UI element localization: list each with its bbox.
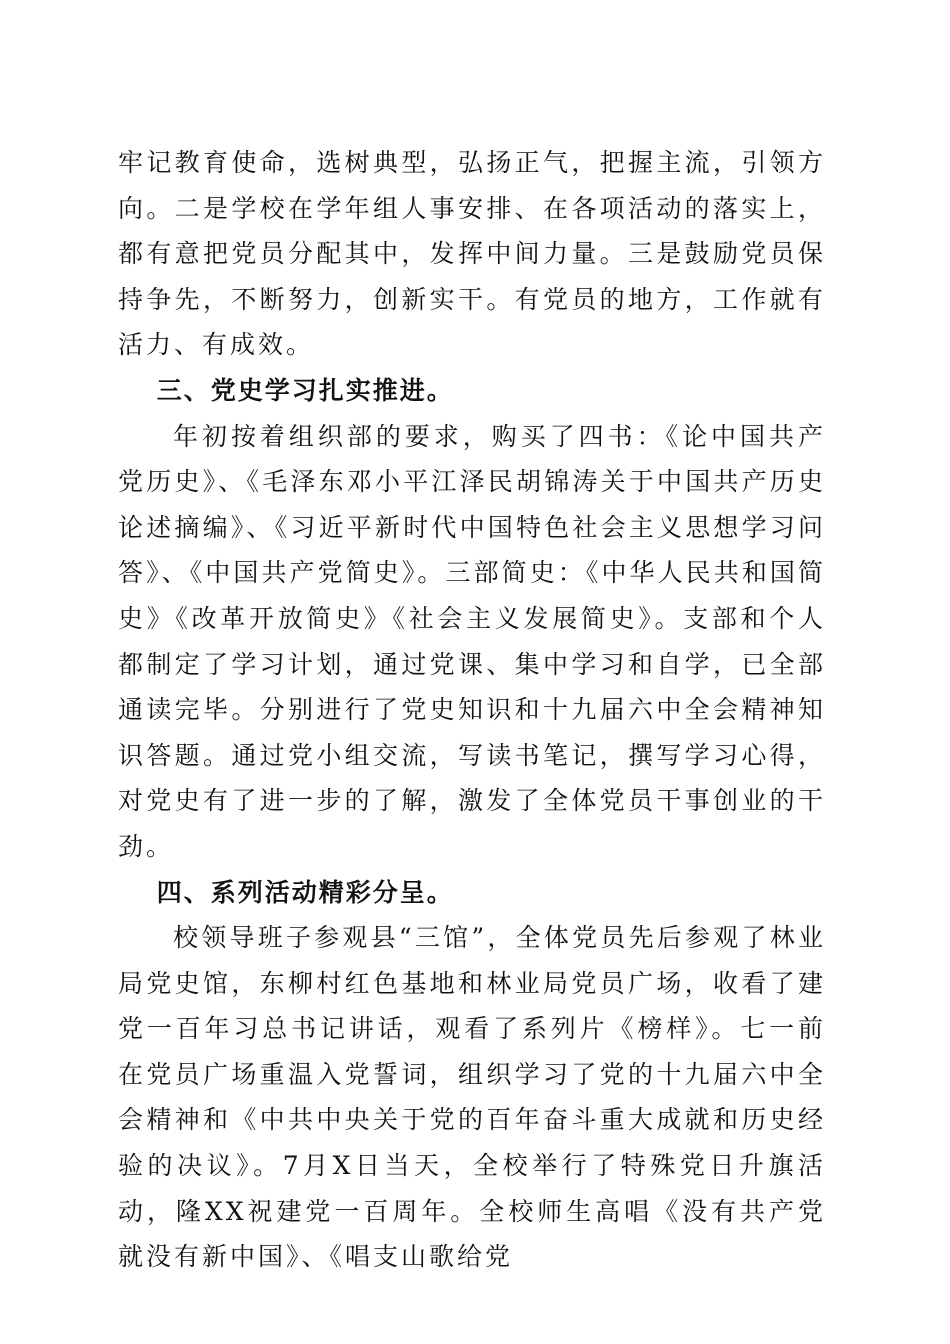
paragraph-activities: 校领导班子参观县“三馆”，全体党员先后参观了林业局党史馆，东柳村红色基地和林业局党员广场，收看了建党一百年习总书记讲话，观看了系列片《榜样》。七一前在党员广场重温入党誓词，组织学习了党的十九届六中全会精神和《中共中央关于党的百年奋斗重大成就和历史经验的决议》。7月X日当天，全校举行了特殊党日升旗活动，隆XX祝建党一百周年。全校师生高唱《没有共产党就没有新中国》、《唱支山歌给党 (118, 923, 826, 1272)
section-heading-four: 四、系列活动精彩分呈。 (156, 877, 454, 907)
paragraph-party-history-study: 年初按着组织部的要求，购买了四书：《论中国共产党历史》、《毛泽东邓小平江泽民胡锦涛关于中国共产历史论述摘编》、《习近平新时代中国特色社会主义思想学习问答》、《中国共产党简史》。三部简史：《中华人民共和国简史》《改革开放简史》《社会主义发展简史》。支部和个人都制定了学习计划，通过党课、集中学习和自学，已全部通读完毕。分别进行了党史知识和十九届六中全会精神知识答题。通过党小组交流，写读书笔记，撰写学习心得，对党史有了进一步的了解，激发了全体党员干事创业的干劲。 (118, 421, 826, 861)
document-body (118, 140, 826, 1280)
paragraph-continuation: 牢记教育使命，选树典型，弘扬正气，把握主流，引领方向。二是学校在学年组人事安排、在各项活动的落实上，都有意把党员分配其中，发挥中间力量。三是鼓励党员保持争先，不断努力，创新实干。有党员的地方，工作就有活力、有成效。 (118, 148, 826, 360)
section-heading-three: 三、党史学习扎实推进。 (156, 375, 454, 405)
